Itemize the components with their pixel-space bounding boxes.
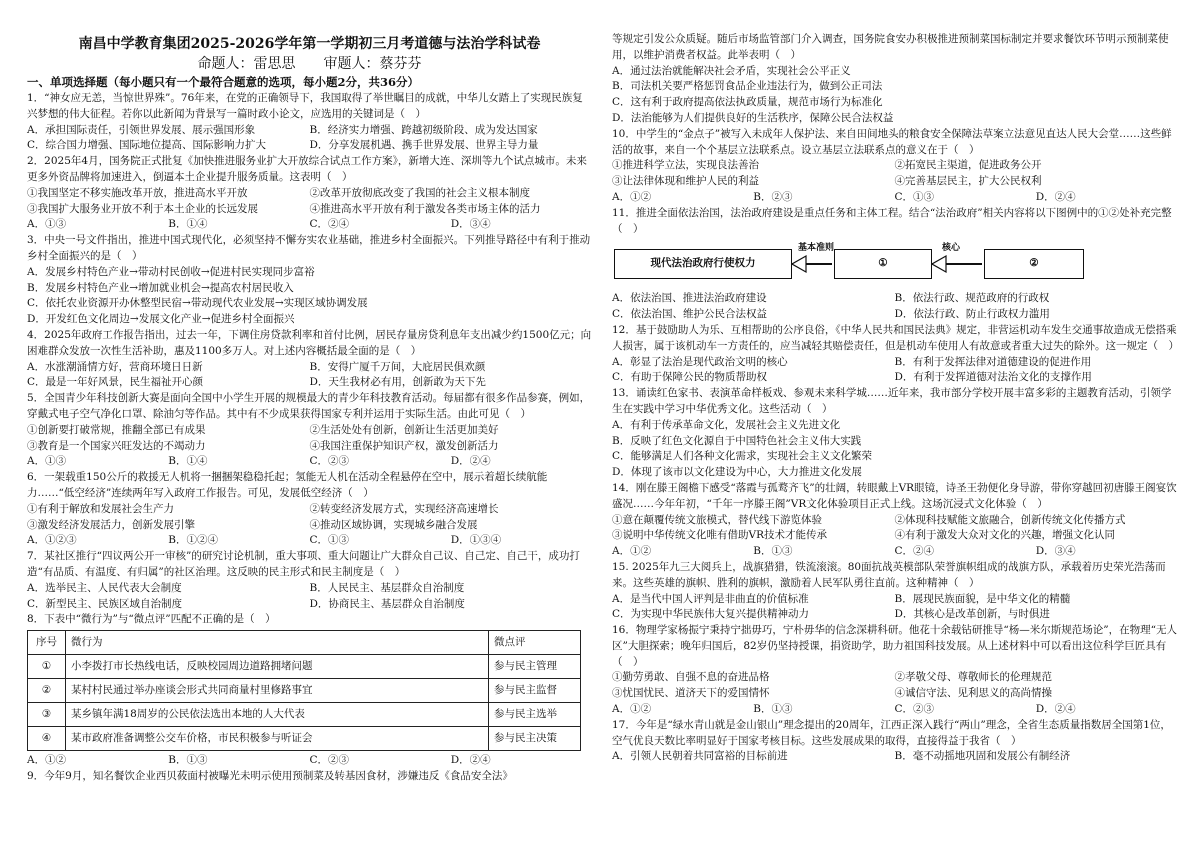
table-header-cell: 微行为: [66, 631, 489, 655]
question-11-options: [612, 291, 1177, 307]
question-5-options: [27, 454, 592, 470]
question-12: 12．基于鼓励助人为乐、互相帮助的公序良俗，《中华人民共和国民法典》规定，非营运机动车发生交通事故造成无偿搭乘人损害，属于该机动车一方责任的，应当减轻其赔偿责任，但是机动车使用人有故意或者重大过失的除外。这一规定（ ）: [612, 323, 1179, 352]
option[interactable]: A．①②: [612, 190, 652, 203]
statement: ④完善基层民主，扩大公民权利: [894, 175, 1042, 188]
question-2-statements: [27, 186, 592, 202]
statement: ③忧国忧民、道济天下的爱国情怀: [612, 687, 770, 700]
table-row: [28, 655, 581, 679]
question-6-options: [27, 533, 592, 549]
question-14: 14．刚在滕王阁檐下感受“落霞与孤鹜齐飞”的壮阔，转眼戴上VR眼镜，诗圣王勃便化身导游，带你穿越回初唐滕王阁宴饮盛况……今年年初，“千年一序滕王阁”VR文化体验项目正式上线。这场沉浸式文化体验（ ）: [612, 481, 1177, 510]
question-8-table: [27, 630, 581, 751]
question-5-statements: [27, 423, 592, 439]
option[interactable]: D．开发红色文化周边→发展文化产业→促进乡村全面振兴: [27, 313, 295, 326]
option[interactable]: B．①③: [168, 754, 208, 767]
statement: ③我国扩大服务业开放不利于本土企业的长远发展: [27, 202, 258, 215]
question-1-options-row2: [27, 138, 592, 154]
statement: ②改革开放彻底改变了我国的社会主义根本制度: [309, 186, 530, 199]
option[interactable]: C．②③: [309, 455, 350, 468]
table-header-cell: 微点评: [489, 631, 581, 655]
question-12-options: [612, 355, 1177, 371]
question-10-statements: [612, 158, 1177, 174]
question-15-options: [612, 592, 1177, 608]
option[interactable]: B．①④: [168, 218, 208, 231]
question-10-options: [612, 190, 1177, 206]
question-11-options-row2: [612, 307, 1177, 323]
statement: ②孝敬父母、尊敬师长的伦理规范: [894, 671, 1052, 684]
question-15-options-row2: [612, 607, 1177, 623]
option[interactable]: A．水涨潮涌情方好，营商环境日日新: [27, 360, 203, 373]
statement: ①创新要打破常规，推翻全部已有成果: [27, 423, 206, 436]
question-16: 16．物理学家杨振宁秉持宁拙毋巧，宁朴毋华的信念深耕科研。他花十余载钻研推导“杨—米尔斯规范场论”，在物理“无人区”大胆探索；晚年归国后，82岁仍坚持授课，捐资助学，助力祖国科技发展。从上述材料中可以看出这位科学巨匠具有（ ）: [612, 624, 1177, 668]
question-4-options: [27, 360, 592, 376]
table-row: [28, 679, 581, 703]
statement: ②转变经济发展方式，实现经济高速增长: [309, 502, 499, 515]
option[interactable]: B．①④: [168, 455, 208, 468]
question-6: 6．一架载重150公斤的救援无人机将一捆捆架稳稳托起；氢能无人机在活动全程悬停在空中，展示着超长续航能力……“低空经济”连续两年写入政府工作报告。可见，发展低空经济（ ）: [27, 471, 548, 499]
diagram-arrow-label-core: 核心: [942, 243, 961, 254]
question-4: 4．2025年政府工作报告指出，过去一年，下调住房贷款利率和首付比例，居民存量房贷利息年支出减少约1500亿元；向困难群众发放一次性生活补助，惠及1100多万人。对上述内容概括最全面的是（ ）: [27, 328, 592, 357]
option[interactable]: B．安得广厦千万间，大庇居民俱欢颜: [309, 360, 486, 373]
question-17-options: [612, 749, 1177, 765]
option[interactable]: A．①②③: [27, 534, 77, 547]
diagram-arrow-icon: [792, 253, 834, 275]
left-column: [27, 30, 592, 785]
option[interactable]: C．最是一年好风景，民生福祉开心颜: [27, 376, 204, 389]
option[interactable]: A．通过法治就能解决社会矛盾，实现社会公平正义: [612, 64, 851, 77]
statement: ①有利于解放和发展社会生产力: [27, 502, 174, 515]
option[interactable]: D．依法行政、防止行政权力滥用: [894, 308, 1050, 321]
option[interactable]: C．这有利于政府提高依法执政质量，规范市场行为标准化: [612, 96, 883, 109]
statement: ①意在颠覆传统文旅模式，替代线下游览体验: [612, 513, 822, 526]
option[interactable]: A．①②: [612, 545, 652, 558]
option[interactable]: A．引领人民朝着共同富裕的目标前进: [612, 750, 788, 763]
option[interactable]: C．新型民主、民族区域自治制度: [27, 597, 183, 610]
option[interactable]: D．体现了该市以文化建设为中心，大力推进文化发展: [612, 466, 862, 479]
table-cell: 某乡镇年满18周岁的公民依法选出本地的人大代表: [66, 703, 489, 727]
option[interactable]: A．发展乡村特色产业→带动村民创收→促进村民实现同步富裕: [27, 265, 315, 278]
diagram-box-blank-2: ②: [984, 249, 1084, 279]
exam-authors: 命题人：雷思思 审题人：蔡芬芬: [197, 56, 422, 72]
statement: ①推进科学立法，实现良法善治: [612, 159, 759, 172]
option[interactable]: A．有利于传承革命文化，发展社会主义先进文化: [612, 418, 841, 431]
question-4-options-row2: [27, 375, 592, 391]
option[interactable]: B．②③: [753, 190, 793, 203]
question-15: 15. 2025年九三大阅兵上，战旗猎猎，铁流滚滚。80面抗战英模部队荣誉旗帜组成的战旗方队，承载着历史荣光浩荡而来。这些英雄的旗帜、胜利的旗帜，激励着人民军队勇往直前。这种精神（ ）: [612, 560, 1166, 589]
question-1: 1．“神女应无恙，当惊世界殊”。76年来，在党的正确领导下，我国取得了举世瞩目的成就，中华儿女踏上了实现民族复兴梦想的伟大征程。若你以此新闻为背景写一篇时政小论文，应选用的关键词是（ ）: [27, 92, 583, 120]
question-12-options-row2: [612, 370, 1177, 386]
option[interactable]: D．③④: [450, 218, 491, 231]
question-6-statements: [27, 502, 592, 518]
question-7: 7．某社区推行“四议两公开一审核”的研究讨论机制，重大事项、重大问题让广大群众自己议、自己定、自己干，成功打造“有品质、有温度、有归属”的社区治理。这反映的民主形式和民主制度是（ ）: [27, 550, 580, 578]
option[interactable]: C．能够满足人们各种文化需求，实现社会主义文化繁荣: [612, 450, 873, 463]
option[interactable]: C．依法治国、维护公民合法权益: [612, 308, 768, 321]
table-cell: ①: [28, 655, 66, 679]
option[interactable]: A．是当代中国人评判是非曲直的价值标准: [612, 592, 809, 605]
question-3: 3．中央一号文件指出，推进中国式现代化，必须坚持不懈夯实农业基础，推进乡村全面振兴。下列推导路径中有利于推动乡村全面振兴的是（ ）: [27, 234, 591, 262]
question-6-statements-row2: [27, 518, 592, 534]
question-5: 5．全国青少年科技创新大赛是面向全国中小学生开展的规模最大的青少年科技教育活动。每届都有很多作品参赛，例如，穿戴式电子空气净化口罩、除油匀等作品。其中有不少成果获得国家专利并运用于实际生活。由此可见（ ）: [27, 392, 591, 420]
right-column: [612, 32, 1177, 765]
option[interactable]: B．司法机关要严格惩罚食品企业违法行为，做到公正司法: [612, 80, 883, 93]
exam-title: 南昌中学教育集团2025-2026学年第一学期初三月考道德与法治学科试卷: [78, 36, 541, 52]
option[interactable]: D．有利于发挥道德对法治文化的支撑作用: [894, 371, 1092, 384]
table-header-row: [28, 631, 581, 655]
question-9-continued: 等规定引发公众质疑。随后市场监管部门介入调查，国务院食安办积极推进预制菜国标制定并要求餐饮环节明示预制菜使用，以维护消费者权益。此举表明（ ）: [612, 33, 1169, 61]
question-16-options: [612, 702, 1177, 718]
statement: ③激发经济发展活力，创新发展引擎: [27, 518, 195, 531]
option[interactable]: C．①③: [894, 190, 935, 203]
statement: ②生活处处有创新，创新让生活更加美好: [309, 423, 499, 436]
option[interactable]: D．天生我材必有用，创新敢为天下先: [309, 376, 486, 389]
option[interactable]: A．依法治国、推进法治政府建设: [612, 292, 767, 305]
option[interactable]: C．②④: [309, 218, 350, 231]
option[interactable]: A．彰显了法治是现代政治文明的核心: [612, 355, 788, 368]
table-cell: 参与民主选举: [489, 703, 581, 727]
option[interactable]: D．②④: [450, 754, 491, 767]
question-8-options: [27, 753, 592, 769]
table-cell: ④: [28, 727, 66, 751]
option[interactable]: D．②④: [450, 455, 491, 468]
table-row: [28, 703, 581, 727]
option[interactable]: C．综合国力增强、国际地位提高、国际影响力扩大: [27, 139, 267, 152]
table-cell: 小李拨打市长热线电话，反映校园周边道路拥堵问题: [66, 655, 489, 679]
question-14-options: [612, 544, 1177, 560]
option[interactable]: B．依法行政、规范政府的行政权: [894, 292, 1050, 305]
table-cell: 参与民主决策: [489, 727, 581, 751]
table-cell: 参与民主监督: [489, 679, 581, 703]
question-9: 9．今年9月，知名餐饮企业西贝莜面村被曝光未明示使用预制菜及转基因食材，涉嫌违反《食品安全法》: [27, 769, 513, 782]
option[interactable]: D．②④: [1035, 190, 1076, 203]
option[interactable]: D．①③④: [450, 534, 502, 547]
statement: ④推动区域协调，实现城乡融合发展: [309, 518, 478, 531]
option[interactable]: C．依托农业资源开办休整型民宿→带动现代农业发展→实现区域协调发展: [27, 297, 368, 310]
table-cell: ②: [28, 679, 66, 703]
option[interactable]: A．①②: [612, 703, 652, 716]
question-11-diagram: [612, 241, 1177, 289]
question-16-statements-row2: [612, 686, 1177, 702]
question-7-options-row2: [27, 597, 592, 613]
option[interactable]: C．有助于保障公民的物质帮助权: [612, 371, 768, 384]
option[interactable]: A．选举民主、人民代表大会制度: [27, 581, 182, 594]
option[interactable]: A．①③: [27, 218, 67, 231]
option[interactable]: B．反映了红色文化源自于中国特色社会主义伟大实践: [612, 434, 862, 447]
option[interactable]: B．毫不动摇地巩固和发展公有制经济: [894, 750, 1071, 763]
option[interactable]: B．①③: [753, 545, 793, 558]
option[interactable]: B．人民民主、基层群众自治制度: [309, 581, 465, 594]
question-10: 10．中学生的“金点子”被写入未成年人保护法、来自田间地头的粮食安全保障法草案立法意见直达人民大会堂……这些鲜活的故事，来自一个个基层立法联系点。设立基层立法联系点的意义在于（ ）: [612, 127, 1172, 156]
statement: ④诚信守法、见利思义的高尚情操: [894, 687, 1052, 700]
option[interactable]: B．展现民族面貌，是中华文化的精髓: [894, 592, 1071, 605]
option[interactable]: A．承担国际责任，引领世界发展、展示强国形象: [27, 123, 256, 136]
question-1-options: [27, 123, 592, 139]
option[interactable]: D．法治能够为人们提供良好的生活秩序，保障公民合法权益: [612, 111, 894, 124]
table-cell: 某村村民通过举办座谈会形式共同商量村里修路事宜: [66, 679, 489, 703]
question-7-options: [27, 581, 592, 597]
option[interactable]: D．其核心是改革创新，与时俱进: [894, 608, 1050, 621]
question-8: 8．下表中“微行为”与“微点评”匹配不正确的是（ ）: [27, 613, 276, 626]
table-row: [28, 727, 581, 751]
diagram-box-blank-1: ①: [834, 249, 932, 279]
option[interactable]: B．发展乡村特色产业→增加就业机会→提高农村居民收入: [27, 281, 294, 294]
statement: ②体现科技赋能文旅融合，创新传统文化传播方式: [894, 513, 1126, 526]
table-cell: 某市政府准备调整公交车价格，市民积极参与听证会: [66, 727, 489, 751]
option[interactable]: A．①②: [27, 754, 67, 767]
question-11: 11．推进全面依法治国，法治政府建设是重点任务和主体工程。结合“法治政府”相关内容将以下图例中的①②处补充完整（ ）: [612, 206, 1172, 235]
option[interactable]: C．②④: [894, 545, 935, 558]
statement: ①我国坚定不移实施改革开放，推进高水平开放: [27, 186, 248, 199]
option[interactable]: C．①③: [309, 534, 350, 547]
option[interactable]: A．①③: [27, 455, 67, 468]
statement: ④我国注重保护知识产权，激发创新活力: [309, 439, 499, 452]
question-2-options: [27, 217, 592, 233]
section-heading: 一、单项选择题（每小题只有一个最符合题意的选项，每小题2分，共36分）: [27, 75, 420, 89]
question-17: 17．今年是“绿水青山就是金山银山”理念提出的20周年，江西正深入践行“两山”理念，全省生态质量指数居全国第1位，空气优良天数比率明显好于国家考核目标。这些发展成果的取得，直接得益于我省（ ）: [612, 718, 1171, 747]
question-10-statements-row2: [612, 174, 1177, 190]
statement: ①勤劳勇敢、自强不息的奋进品格: [612, 671, 770, 684]
option[interactable]: C．②③: [309, 754, 350, 767]
statement: ③说明中华传统文化唯有借助VR技术才能传承: [612, 529, 827, 542]
option[interactable]: B．①③: [753, 703, 793, 716]
option[interactable]: B．经济实力增强、跨越初级阶段、成为发达国家: [309, 123, 538, 136]
diagram-box-government: 现代法治政府行使权力: [614, 249, 792, 279]
question-2-statements-row2: [27, 202, 592, 218]
question-13: 13．诵读红色家书、表演革命样板戏、参观未来科学城……近年来，我市部分学校开展丰富多彩的主题教育活动，引领学生在实践中学习中华优秀文化。这些活动（ ）: [612, 387, 1172, 415]
option[interactable]: C．为实现中华民族伟大复兴提供精神动力: [612, 608, 810, 621]
table-cell: ③: [28, 703, 66, 727]
statement: ②拓宽民主渠道，促进政务公开: [894, 159, 1042, 172]
table-header-cell: 序号: [28, 631, 66, 655]
option[interactable]: D．分享发展机遇、携手世界发展、世界主导力量: [309, 139, 539, 152]
option[interactable]: D．②④: [1035, 703, 1076, 716]
question-16-statements: [612, 670, 1177, 686]
diagram-arrow-icon: [932, 253, 984, 275]
statement: ③教育是一个国家兴旺发达的不竭动力: [27, 439, 206, 452]
question-14-statements: [612, 513, 1177, 529]
statement: ④有利于激发大众对文化的兴趣，增强文化认同: [894, 529, 1115, 542]
option[interactable]: B．①②④: [168, 534, 218, 547]
statement: ④推进高水平开放有利于激发各类市场主体的活力: [309, 202, 541, 215]
option[interactable]: D．③④: [1035, 545, 1076, 558]
option[interactable]: D．协商民主、基层群众自治制度: [309, 597, 465, 610]
table-cell: 参与民主管理: [489, 655, 581, 679]
question-5-statements-row2: [27, 439, 592, 455]
option[interactable]: C．②③: [894, 703, 935, 716]
diagram-arrow-label-principle: 基本准则: [798, 243, 835, 254]
question-2: 2．2025年4月，国务院正式批复《加快推进服务业扩大开放综合试点工作方案》，新增大连、深圳等九个试点城市。未来更多外资品牌将加速进入，倒逼本土企业提升服务质量。这表明（ ）: [27, 155, 587, 183]
statement: ③让法律体现和维护人民的利益: [612, 175, 759, 188]
option[interactable]: B．有利于发挥法律对道德建设的促进作用: [894, 355, 1092, 368]
question-14-statements-row2: [612, 528, 1177, 544]
